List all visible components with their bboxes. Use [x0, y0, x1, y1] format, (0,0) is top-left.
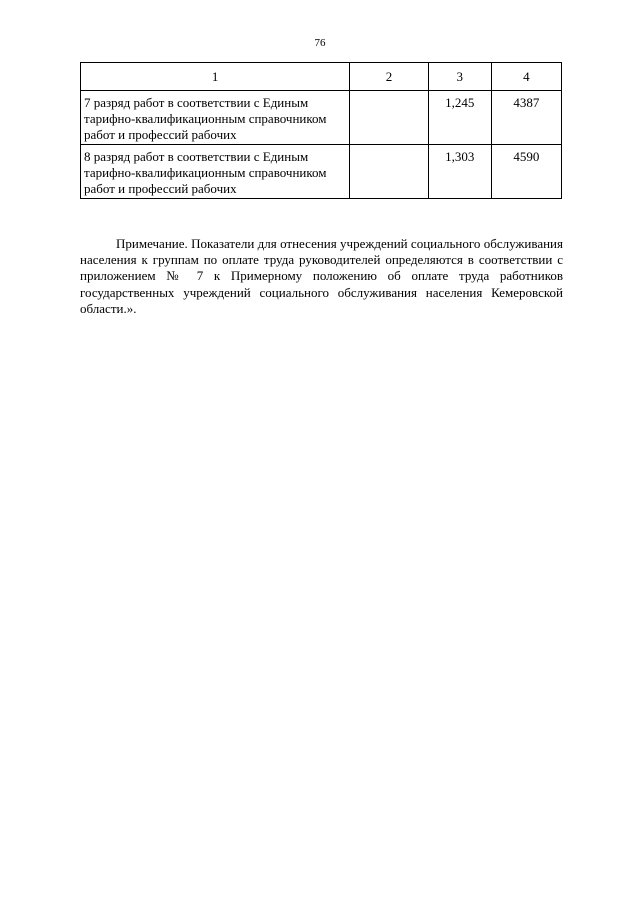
note-paragraph: Примечание. Показатели для отнесения учреждений социального обслуживания населения к группам по оплате труда руководителей определяются в соответствии с приложением № 7 к Примерному положению об оплате труда работников государственных учреждений социального обслуживания населения Кемеровской области.». — [80, 236, 563, 316]
rates-table — [80, 62, 562, 199]
column-header-2: 2 — [350, 63, 428, 91]
row-points: 4387 — [491, 91, 561, 145]
column-header-4: 4 — [491, 63, 561, 91]
row-coefficient: 1,303 — [428, 145, 491, 199]
column-header-1: 1 — [81, 63, 350, 91]
row-col2-cell — [350, 145, 428, 199]
row-col2-cell — [350, 91, 428, 145]
page-number: 76 — [314, 37, 326, 49]
row-points: 4590 — [491, 145, 561, 199]
table-row — [81, 91, 562, 145]
row-coefficient: 1,245 — [428, 91, 491, 145]
table-header-row — [81, 63, 562, 91]
row-description: 8 разряд работ в соответствии с Единым тарифно-квалификационным справочником работ и профессий рабочих — [81, 145, 350, 199]
row-description: 7 разряд работ в соответствии с Единым тарифно-квалификационным справочником работ и профессий рабочих — [81, 91, 350, 145]
column-header-3: 3 — [428, 63, 491, 91]
table-row — [81, 145, 562, 199]
